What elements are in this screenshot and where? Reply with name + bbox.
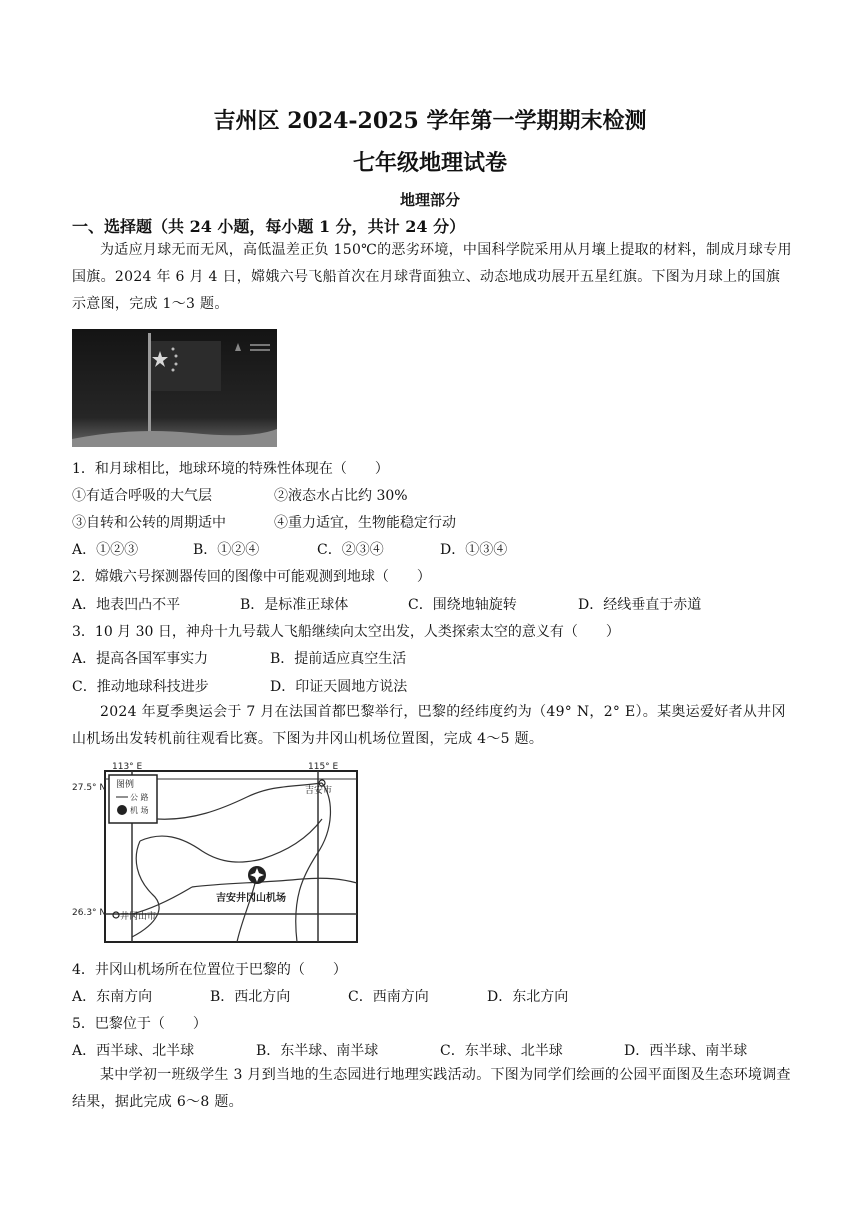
airport-label: 吉安井冈山机场: [216, 893, 286, 904]
q1-option-d: D．①③④: [440, 542, 508, 558]
q4-option-c: C．西南方向: [348, 989, 429, 1005]
q1-statement-4: ④重力适宜，生物能稳定行动: [274, 515, 456, 531]
q2-option-c: C．围绕地轴旋转: [408, 597, 517, 613]
q3-option-d: D．印证天圆地方说法: [270, 679, 408, 695]
q5-option-c: C．东半球、北半球: [440, 1043, 563, 1059]
latitude-label-top: 27.5° N: [72, 783, 107, 793]
part-heading: 地理部分: [399, 191, 460, 209]
moon-flag-image: [72, 329, 277, 447]
exam-title: 吉州区 2024-2025 学年第一学期期末检测: [213, 108, 647, 134]
q1-option-c: C．②③④: [317, 542, 384, 558]
longitude-label-left: 113° E: [112, 762, 143, 772]
question-4-stem: 4．井冈山机场所在位置位于巴黎的（ ）: [72, 962, 347, 978]
q3-option-a: A．提高各国军事实力: [72, 651, 209, 667]
q1-option-a: A．①②③: [72, 542, 139, 558]
legend-road-label: 公 路: [130, 793, 149, 802]
legend-title: 图例: [116, 780, 135, 790]
legend-airport-label: 机 场: [130, 806, 149, 815]
longitude-label-right: 115° E: [308, 762, 339, 772]
q1-statement-2: ②液态水占比约 30%: [274, 488, 408, 504]
question-2-stem: 2．嫦娥六号探测器传回的图像中可能观测到地球（ ）: [72, 569, 431, 585]
passage-2: 2024 年夏季奥运会于 7 月在法国首都巴黎举行，巴黎的经纬度约为（49° N，2° E）。某奥运爱好者从井冈山机场出发转机前往观看比赛。下图为井冈山机场位置图，完成 4～5 题。: [72, 704, 786, 747]
city-label-jian: 吉安市: [305, 786, 333, 796]
latitude-label-bottom: 26.3° N: [72, 908, 107, 918]
city-label-jinggangshan: 井冈山市: [120, 912, 157, 922]
passage-3: 某中学初一班级学生 3 月到当地的生态园进行地理实践活动。下图为同学们绘画的公园平面图及生态环境调查结果，据此完成 6～8 题。: [72, 1067, 791, 1110]
legend-airport-icon: [117, 805, 127, 815]
q1-option-b: B．①②④: [193, 542, 260, 558]
airport-location-map: [72, 759, 362, 946]
section-heading: 一、选择题（共 24 小题，每小题 1 分，共计 24 分）: [72, 217, 466, 236]
q5-option-a: A．西半球、北半球: [72, 1043, 195, 1059]
passage-1: 为适应月球无而无风，高低温差正负 150℃的恶劣环境，中国科学院采用从月壤上提取的材料，制成月球专用国旗。2024 年 6 月 4 日，嫦娥六号飞船首次在月球背面独立、动态地成功展开五星红旗。下图为月球上的国旗示意图，完成 1～3 题。: [72, 242, 792, 312]
q3-option-b: B．提前适应真空生活: [270, 651, 407, 667]
q5-option-d: D．西半球、南半球: [624, 1043, 748, 1059]
q4-option-b: B．西北方向: [210, 989, 291, 1005]
question-1-stem: 1．和月球相比，地球环境的特殊性体现在（ ）: [72, 461, 389, 477]
q2-option-a: A．地表凹凸不平: [72, 597, 181, 613]
q4-option-a: A．东南方向: [72, 989, 153, 1005]
q1-statement-3: ③自转和公转的周期适中: [72, 515, 226, 531]
q1-statement-1: ①有适合呼吸的大气层: [72, 488, 212, 504]
q5-option-b: B．东半球、南半球: [256, 1043, 379, 1059]
question-5-stem: 5．巴黎位于（ ）: [72, 1016, 207, 1032]
q3-option-c: C．推动地球科技进步: [72, 679, 209, 695]
exam-subtitle: 七年级地理试卷: [352, 150, 507, 176]
moon-flag-photo: [72, 329, 277, 447]
q2-option-d: D．经线垂直于赤道: [578, 597, 702, 613]
q4-option-d: D．东北方向: [487, 989, 569, 1005]
q2-option-b: B．是标准正球体: [240, 597, 349, 613]
question-3-stem: 3．10 月 30 日，神舟十九号载人飞船继续向太空出发，人类探索太空的意义有（ ）: [72, 624, 620, 640]
